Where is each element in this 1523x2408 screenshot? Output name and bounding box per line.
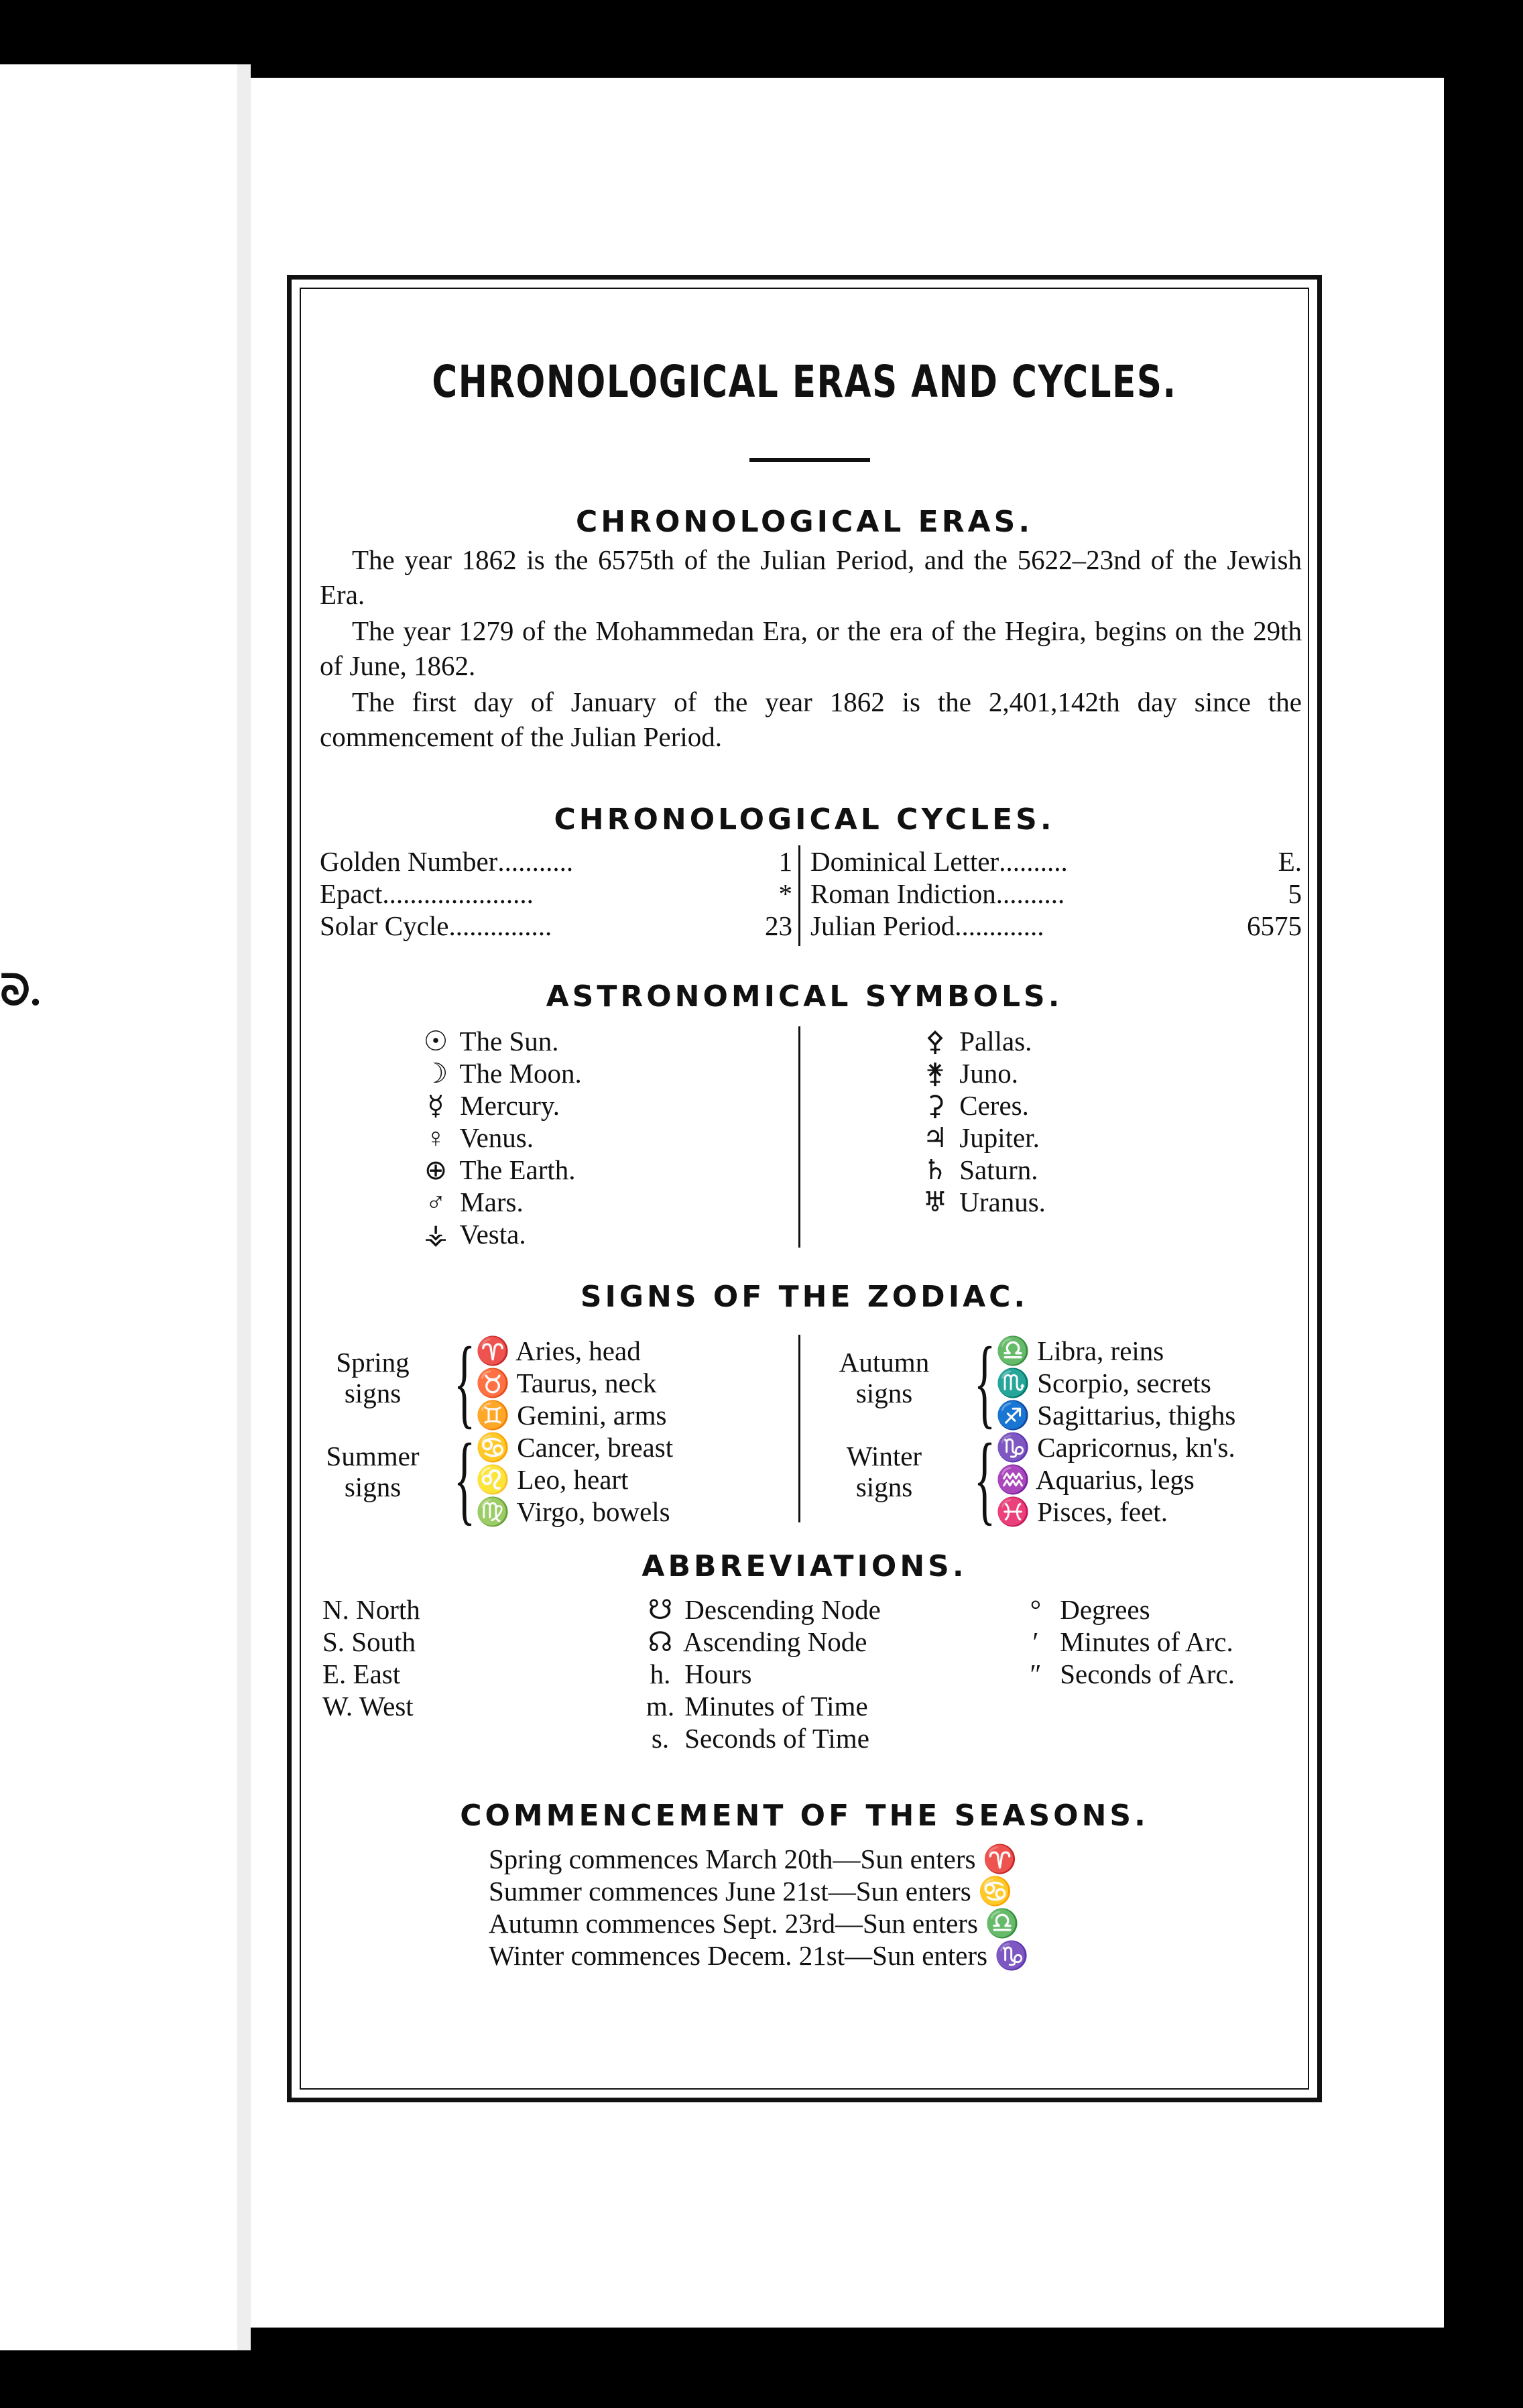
astro-row bbox=[918, 1154, 1046, 1186]
minute-icon: ′ bbox=[1032, 1626, 1039, 1657]
leader-dots: ............... bbox=[448, 910, 552, 941]
season-text: Summer commences June 21st—Sun enters bbox=[489, 1876, 971, 1907]
cycle-value: 23 bbox=[765, 910, 792, 941]
abbr-row bbox=[643, 1658, 881, 1690]
season-text: Spring commences March 20th—Sun enters bbox=[489, 1844, 976, 1874]
cycles-left bbox=[320, 845, 792, 942]
abbr-row bbox=[1018, 1658, 1235, 1690]
ceres-icon: ⚳ bbox=[924, 1090, 946, 1121]
earth-icon: ⊕ bbox=[424, 1154, 448, 1185]
zodiac-row bbox=[475, 1463, 673, 1496]
astro-name: Mercury. bbox=[460, 1090, 560, 1121]
abbr-key: h. bbox=[650, 1659, 671, 1689]
cycle-value: E. bbox=[1278, 846, 1302, 877]
astro-row bbox=[918, 1122, 1046, 1154]
gemini-icon: ♊ bbox=[475, 1400, 510, 1431]
cycle-label: Julian Period bbox=[810, 910, 955, 941]
astro-name: The Moon. bbox=[459, 1058, 582, 1089]
page bbox=[251, 78, 1444, 2328]
summer-signs-label bbox=[322, 1441, 423, 1502]
zodiac-row bbox=[995, 1496, 1235, 1528]
zodiac-row bbox=[475, 1399, 666, 1431]
page-frame bbox=[287, 275, 1322, 2102]
venus-icon: ♀ bbox=[425, 1122, 446, 1153]
astro-name: Mars. bbox=[460, 1187, 524, 1217]
cycle-value: 6575 bbox=[1247, 910, 1302, 941]
abbr-row bbox=[643, 1593, 881, 1626]
zodiac-heading: SIGNS OF THE ZODIAC. bbox=[580, 1280, 1029, 1314]
abbr-col-3 bbox=[1018, 1593, 1235, 1690]
cycle-label: Epact bbox=[320, 878, 383, 909]
eras-heading: CHRONOLOGICAL ERAS. bbox=[575, 505, 1034, 539]
season-row bbox=[489, 1907, 1029, 1939]
abbr-text: North bbox=[356, 1594, 420, 1625]
cancer-icon: ♋ bbox=[978, 1876, 1013, 1907]
zodiac-text: Leo, heart bbox=[517, 1464, 629, 1495]
astro-row bbox=[918, 1089, 1046, 1122]
leo-icon: ♌ bbox=[475, 1464, 510, 1495]
abbr-key: E. bbox=[322, 1659, 347, 1689]
abbr-row bbox=[322, 1690, 420, 1722]
abbr-text: Seconds of Arc. bbox=[1060, 1659, 1235, 1689]
vesta-icon: ⚶ bbox=[424, 1219, 448, 1250]
zodiac-text: Virgo, bowels bbox=[516, 1496, 670, 1527]
astro-name: Pallas. bbox=[959, 1026, 1032, 1057]
moon-icon: ☽ bbox=[423, 1058, 448, 1089]
zodiac-text: Aquarius, legs bbox=[1036, 1464, 1195, 1495]
abbr-text: Minutes of Time bbox=[684, 1691, 868, 1722]
jupiter-icon: ♃ bbox=[922, 1122, 948, 1153]
astro-name: Jupiter. bbox=[959, 1122, 1040, 1153]
zodiac-text: Gemini, arms bbox=[517, 1400, 667, 1431]
era-paragraph: The year 1862 is the 6575th of the Julian Period, and the 5622–23nd of the Jewish Era. bbox=[320, 544, 1302, 610]
abbr-row bbox=[643, 1626, 881, 1658]
astro-row bbox=[418, 1218, 582, 1250]
season-text: Autumn commences Sept. 23rd—Sun enters bbox=[489, 1908, 978, 1939]
cycle-row bbox=[320, 910, 792, 942]
zodiac-row bbox=[475, 1367, 666, 1399]
cycle-value: 5 bbox=[1288, 878, 1302, 909]
title-rule bbox=[749, 458, 870, 462]
zodiac-row bbox=[995, 1367, 1235, 1399]
abbr-text: South bbox=[351, 1626, 416, 1657]
abbr-row bbox=[322, 1658, 420, 1690]
zodiac-row bbox=[995, 1335, 1235, 1367]
cancer-icon: ♋ bbox=[475, 1432, 510, 1463]
cycle-row bbox=[810, 845, 1302, 878]
astro-name: The Sun. bbox=[459, 1026, 559, 1057]
taurus-icon: ♉ bbox=[475, 1368, 510, 1398]
abbr-key: m. bbox=[646, 1691, 675, 1722]
group-sublabel: signs bbox=[855, 1378, 913, 1408]
abbr-key: W. bbox=[322, 1691, 353, 1722]
group-label: Summer bbox=[326, 1441, 420, 1471]
descending-node-icon: ☋ bbox=[648, 1594, 673, 1625]
season-row bbox=[489, 1875, 1029, 1907]
autumn-signs-label bbox=[820, 1347, 948, 1408]
book-spine bbox=[237, 64, 251, 2350]
abbr-col-2 bbox=[643, 1593, 881, 1754]
libra-icon: ♎ bbox=[995, 1335, 1030, 1366]
cycle-row bbox=[810, 878, 1302, 910]
astro-name: Ceres. bbox=[959, 1090, 1029, 1121]
left-page bbox=[0, 64, 237, 2350]
zodiac-text: Cancer, breast bbox=[517, 1432, 674, 1463]
ascending-node-icon: ☊ bbox=[648, 1626, 673, 1657]
pisces-icon: ♓ bbox=[995, 1496, 1030, 1527]
astro-name: The Earth. bbox=[459, 1154, 576, 1185]
abbr-row bbox=[1018, 1593, 1235, 1626]
astro-name: Saturn. bbox=[959, 1154, 1038, 1185]
zodiac-row bbox=[995, 1463, 1235, 1496]
juno-icon: ⚵ bbox=[924, 1058, 946, 1089]
group-label: Spring bbox=[336, 1347, 410, 1378]
abbr-key: S. bbox=[322, 1626, 345, 1657]
scorpio-icon: ♏ bbox=[995, 1368, 1030, 1398]
mars-icon: ♂ bbox=[425, 1187, 446, 1217]
cycle-label: Dominical Letter bbox=[810, 846, 999, 877]
astro-row bbox=[918, 1025, 1046, 1057]
abbr-row bbox=[643, 1690, 881, 1722]
astro-row bbox=[918, 1186, 1046, 1218]
winter-signs-label bbox=[820, 1441, 948, 1502]
era-paragraph: The first day of January of the year 1862 is the 2,401,142th day since the commencement of the Julian Period. bbox=[320, 686, 1302, 752]
leader-dots: ........... bbox=[497, 846, 574, 877]
zodiac-row bbox=[475, 1335, 666, 1367]
abbr-text: Seconds of Time bbox=[684, 1723, 869, 1754]
abbr-row bbox=[322, 1593, 420, 1626]
leader-dots: ............. bbox=[955, 910, 1044, 941]
content bbox=[301, 289, 1308, 2088]
winter-signs bbox=[995, 1431, 1235, 1528]
cycle-value: 1 bbox=[778, 846, 792, 877]
astro-row bbox=[418, 1154, 582, 1186]
spring-signs bbox=[475, 1335, 666, 1431]
astro-row bbox=[418, 1186, 582, 1218]
cycles-heading: CHRONOLOGICAL CYCLES. bbox=[554, 802, 1055, 837]
leader-dots: .......... bbox=[999, 846, 1068, 877]
zodiac-text: Scorpio, secrets bbox=[1037, 1368, 1211, 1398]
cycle-row bbox=[320, 878, 792, 910]
group-sublabel: signs bbox=[344, 1471, 402, 1502]
mercury-icon: ☿ bbox=[427, 1090, 444, 1121]
capricorn-icon: ♑ bbox=[995, 1432, 1030, 1463]
cycles-divider bbox=[798, 845, 800, 946]
abbr-key: s. bbox=[651, 1723, 670, 1754]
sun-icon: ☉ bbox=[423, 1026, 448, 1057]
group-sublabel: signs bbox=[344, 1378, 402, 1408]
leader-dots: .......... bbox=[995, 878, 1065, 909]
astro-name: Juno. bbox=[959, 1058, 1018, 1089]
virgo-icon: ♍ bbox=[475, 1496, 510, 1527]
zodiac-row bbox=[995, 1431, 1235, 1463]
zodiac-text: Taurus, neck bbox=[516, 1368, 657, 1398]
degree-icon: ° bbox=[1030, 1594, 1042, 1625]
astro-heading: ASTRONOMICAL SYMBOLS. bbox=[546, 979, 1063, 1014]
zodiac-text: Libra, reins bbox=[1037, 1335, 1164, 1366]
season-text: Winter commences Decem. 21st—Sun enters bbox=[489, 1940, 988, 1971]
cycle-value: * bbox=[778, 878, 792, 909]
cycle-label: Solar Cycle bbox=[320, 910, 449, 941]
astro-row bbox=[418, 1025, 582, 1057]
left-page-mark: ᘐ. bbox=[0, 967, 42, 1014]
autumn-signs bbox=[995, 1335, 1235, 1431]
astro-left bbox=[418, 1025, 582, 1250]
group-label: Autumn bbox=[839, 1347, 930, 1378]
abbr-col-1 bbox=[322, 1593, 420, 1722]
season-row bbox=[489, 1939, 1029, 1972]
second-icon: ″ bbox=[1030, 1659, 1042, 1689]
leader-dots: ...................... bbox=[382, 878, 534, 909]
zodiac-row bbox=[475, 1431, 673, 1463]
astro-name: Vesta. bbox=[459, 1219, 526, 1250]
seasons-list bbox=[489, 1843, 1029, 1972]
summer-brace: { bbox=[453, 1423, 476, 1534]
page-title: CHRONOLOGICAL ERAS AND CYCLES. bbox=[432, 356, 1177, 408]
page-frame-inner bbox=[300, 288, 1309, 2090]
aquarius-icon: ♒ bbox=[995, 1464, 1030, 1495]
zodiac-text: Sagittarius, thighs bbox=[1037, 1400, 1236, 1431]
cycles-right bbox=[810, 845, 1302, 942]
astro-name: Venus. bbox=[459, 1122, 534, 1153]
zodiac-text: Aries, head bbox=[515, 1335, 641, 1366]
abbr-text: Descending Node bbox=[684, 1594, 881, 1625]
aries-icon: ♈ bbox=[983, 1844, 1018, 1874]
capricorn-icon: ♑ bbox=[994, 1940, 1029, 1971]
astro-right bbox=[918, 1025, 1046, 1218]
abbr-text: East bbox=[353, 1659, 401, 1689]
astro-row bbox=[918, 1057, 1046, 1089]
astro-divider bbox=[798, 1026, 800, 1248]
autumn-brace: { bbox=[973, 1327, 996, 1438]
astro-row bbox=[418, 1089, 582, 1122]
abbr-text: Minutes of Arc. bbox=[1060, 1626, 1233, 1657]
group-sublabel: signs bbox=[855, 1471, 913, 1502]
astro-row bbox=[418, 1057, 582, 1089]
zodiac-row bbox=[995, 1399, 1235, 1431]
abbr-row bbox=[643, 1722, 881, 1754]
astro-row bbox=[418, 1122, 582, 1154]
abbr-text: Ascending Node bbox=[683, 1626, 867, 1657]
cycle-row bbox=[320, 845, 792, 878]
libra-icon: ♎ bbox=[985, 1908, 1020, 1939]
seasons-heading: COMMENCEMENT OF THE SEASONS. bbox=[460, 1799, 1149, 1833]
abbr-heading: ABBREVIATIONS. bbox=[642, 1549, 967, 1583]
group-label: Winter bbox=[846, 1441, 922, 1471]
zodiac-divider bbox=[798, 1335, 800, 1522]
cycle-label: Golden Number bbox=[320, 846, 498, 877]
saturn-icon: ♄ bbox=[922, 1154, 948, 1185]
spring-brace: { bbox=[453, 1327, 476, 1438]
abbr-row bbox=[1018, 1626, 1235, 1658]
zodiac-row bbox=[475, 1496, 673, 1528]
abbr-text: Hours bbox=[684, 1659, 752, 1689]
abbr-text: Degrees bbox=[1060, 1594, 1150, 1625]
zodiac-text: Capricornus, kn's. bbox=[1037, 1432, 1235, 1463]
uranus-icon: ♅ bbox=[922, 1187, 948, 1217]
abbr-key: N. bbox=[322, 1594, 349, 1625]
abbr-text: West bbox=[359, 1691, 414, 1722]
cycle-label: Roman Indiction bbox=[810, 878, 996, 909]
summer-signs bbox=[475, 1431, 673, 1528]
pallas-icon: ⚴ bbox=[924, 1026, 946, 1057]
sagittarius-icon: ♐ bbox=[995, 1400, 1030, 1431]
era-paragraph: The year 1279 of the Mohammedan Era, or the era of the Hegira, begins on the 29th of June, 1862. bbox=[320, 615, 1302, 681]
winter-brace: { bbox=[973, 1423, 996, 1534]
cycle-row bbox=[810, 910, 1302, 942]
abbr-row bbox=[322, 1626, 420, 1658]
spring-signs-label bbox=[322, 1347, 423, 1408]
season-row bbox=[489, 1843, 1029, 1875]
aries-icon: ♈ bbox=[475, 1335, 510, 1366]
zodiac-text: Pisces, feet. bbox=[1037, 1496, 1168, 1527]
astro-name: Uranus. bbox=[959, 1187, 1046, 1217]
